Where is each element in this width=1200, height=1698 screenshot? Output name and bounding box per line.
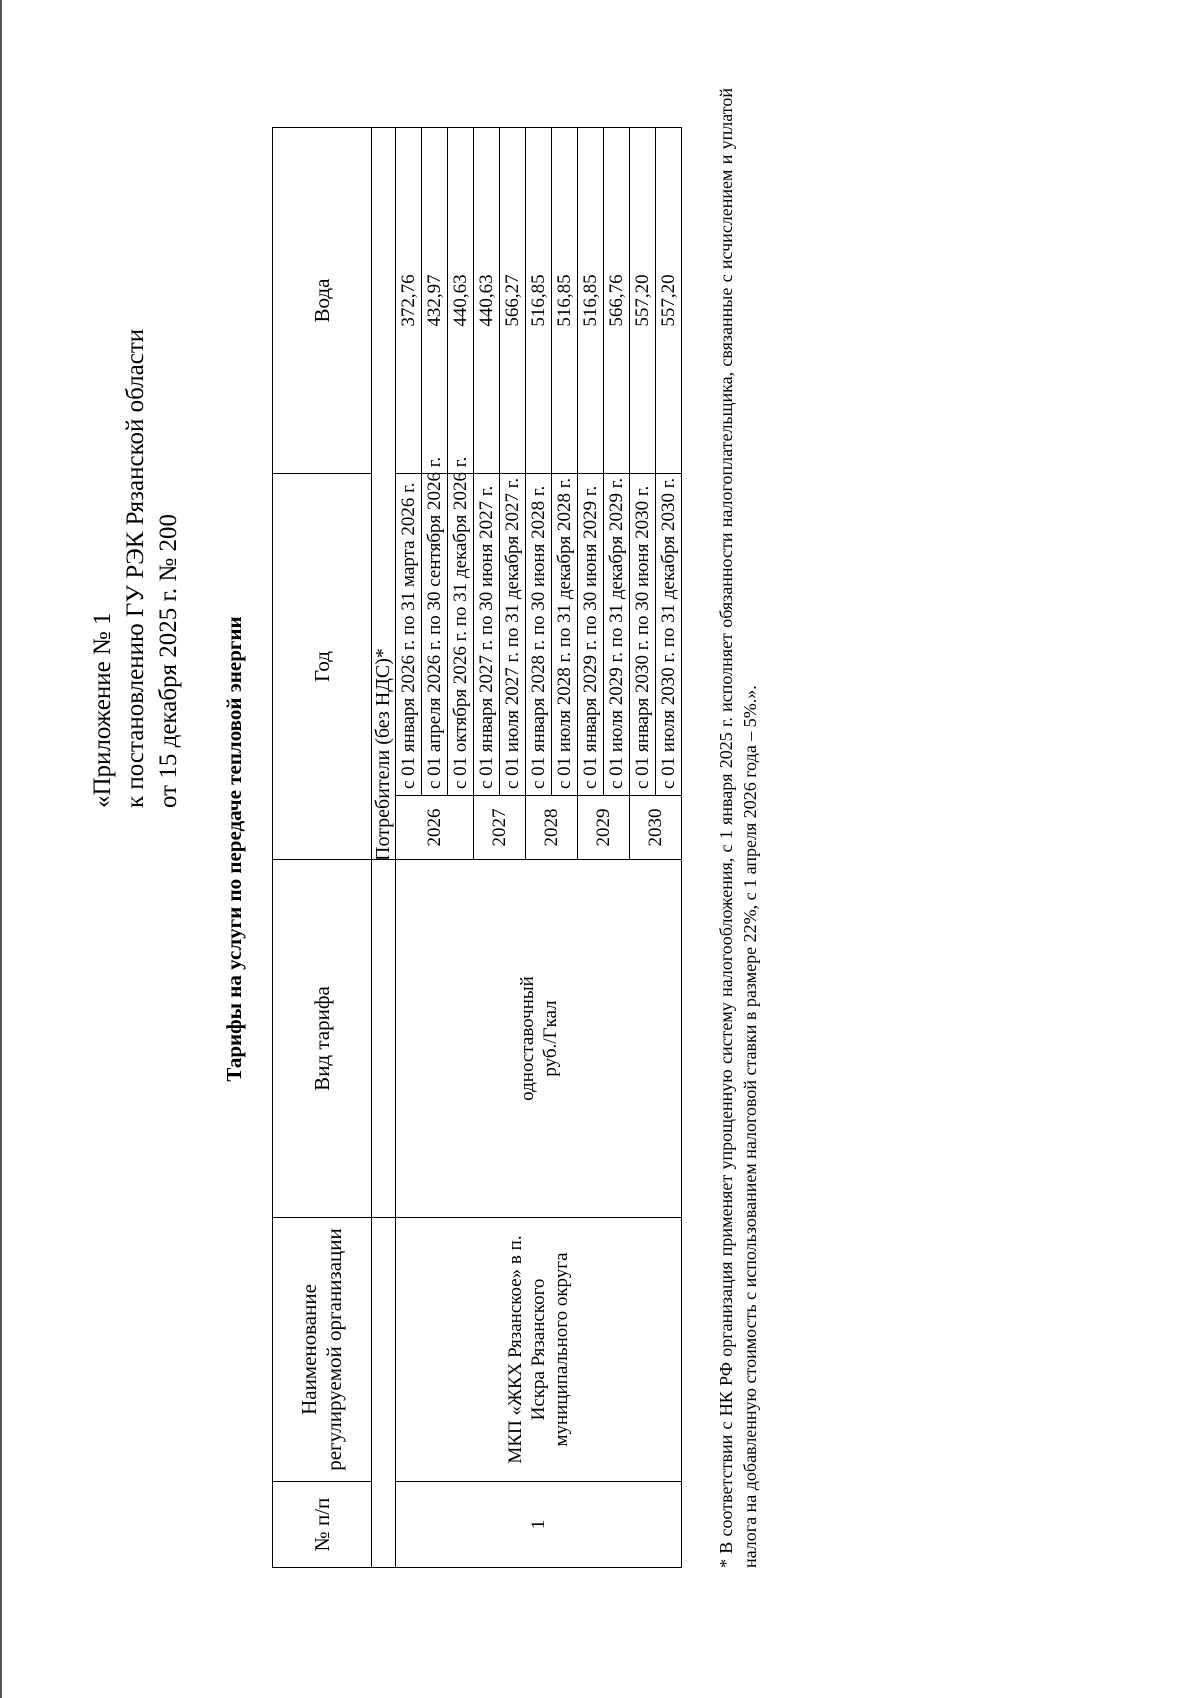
tariff-type: одноставочный — [516, 976, 538, 1101]
period-cell: с 01 апреля 2026 г. по 30 сентября 2026 г. — [422, 474, 448, 796]
water-value-cell: 432,97 — [422, 128, 448, 474]
group-row-empty-cell — [372, 860, 396, 1218]
appendix-line-2: к постановлению ГУ РЭК Рязанской области — [122, 328, 149, 808]
water-value-cell: 516,85 — [578, 128, 604, 474]
period-cell: с 01 января 2026 г. по 31 марта 2026 г. — [396, 474, 422, 796]
header-tariff-type: Вид тарифа — [273, 860, 372, 1218]
period-cell: с 01 января 2029 г. по 30 июня 2029 г. — [578, 474, 604, 796]
water-value-cell: 440,63 — [474, 128, 500, 474]
water-value-cell: 566,27 — [500, 128, 526, 474]
table-row — [396, 128, 422, 1568]
year-cell: 2029 — [578, 796, 630, 860]
year-cell: 2026 — [396, 796, 474, 860]
header-org: Наименование регулируемой организации — [273, 1218, 372, 1482]
group-row-empty-cell — [372, 1218, 396, 1568]
tariff-type-cell — [396, 860, 682, 1218]
table-body — [372, 128, 682, 1568]
row-number: 1 — [396, 1482, 682, 1568]
period-cell: с 01 октября 2026 г. по 31 декабря 2026 г. — [448, 474, 474, 796]
period-cell: с 01 января 2028 г. по 30 июня 2028 г. — [526, 474, 552, 796]
year-cell: 2027 — [474, 796, 526, 860]
period-cell: с 01 января 2030 г. по 30 июня 2030 г. — [630, 474, 656, 796]
org-name: МКП «ЖКХ Рязанское» в п. Искра Рязанского муниципального округа — [396, 1218, 682, 1482]
water-value-cell: 516,85 — [526, 128, 552, 474]
header-num: № п/п — [273, 1482, 372, 1568]
water-value-cell: 372,76 — [396, 128, 422, 474]
water-value-cell: 566,76 — [604, 128, 630, 474]
year-cell: 2030 — [630, 796, 682, 860]
footnote: * В соответствии с НК РФ организация применяет упрощенную систему налогообложения, с 1 января 2025 г. исполняет обязанности налогоплательщика, связанные с исчислением и уплатой налога на добавленную стоимость с использованием налоговой ставки в размере 22%, с 1 апреля 2026 года – 5%.». — [716, 88, 760, 1568]
tariff-table — [272, 127, 682, 1568]
water-value-cell: 440,63 — [448, 128, 474, 474]
tariff-unit: руб./Гкал — [539, 1000, 561, 1077]
appendix-line-3: от 15 декабря 2025 г. № 200 — [155, 513, 182, 808]
table-title: Тарифы на услуги по передаче тепловой энергии — [222, 616, 246, 1082]
header-water: Вода — [273, 128, 372, 474]
group-label: Потребители (без НДС)* — [372, 648, 394, 861]
period-cell: с 01 июля 2028 г. по 31 декабря 2028 г. — [552, 474, 578, 796]
group-label-cell — [372, 128, 396, 860]
year-cell: 2028 — [526, 796, 578, 860]
period-cell: с 01 июля 2027 г. по 31 декабря 2027 г. — [500, 474, 526, 796]
period-cell: с 01 января 2027 г. по 30 июня 2027 г. — [474, 474, 500, 796]
period-cell: с 01 июля 2030 г. по 31 декабря 2030 г. — [656, 474, 682, 796]
period-cell: с 01 июля 2029 г. по 31 декабря 2029 г. — [604, 474, 630, 796]
water-value-cell: 516,85 — [552, 128, 578, 474]
appendix-header — [86, 248, 185, 808]
water-value-cell: 557,20 — [656, 128, 682, 474]
table-header-row — [273, 128, 372, 1568]
group-row — [372, 128, 396, 1568]
water-value-cell: 557,20 — [630, 128, 656, 474]
header-year: Год — [273, 474, 372, 860]
appendix-line-1: «Приложение № 1 — [89, 612, 116, 808]
